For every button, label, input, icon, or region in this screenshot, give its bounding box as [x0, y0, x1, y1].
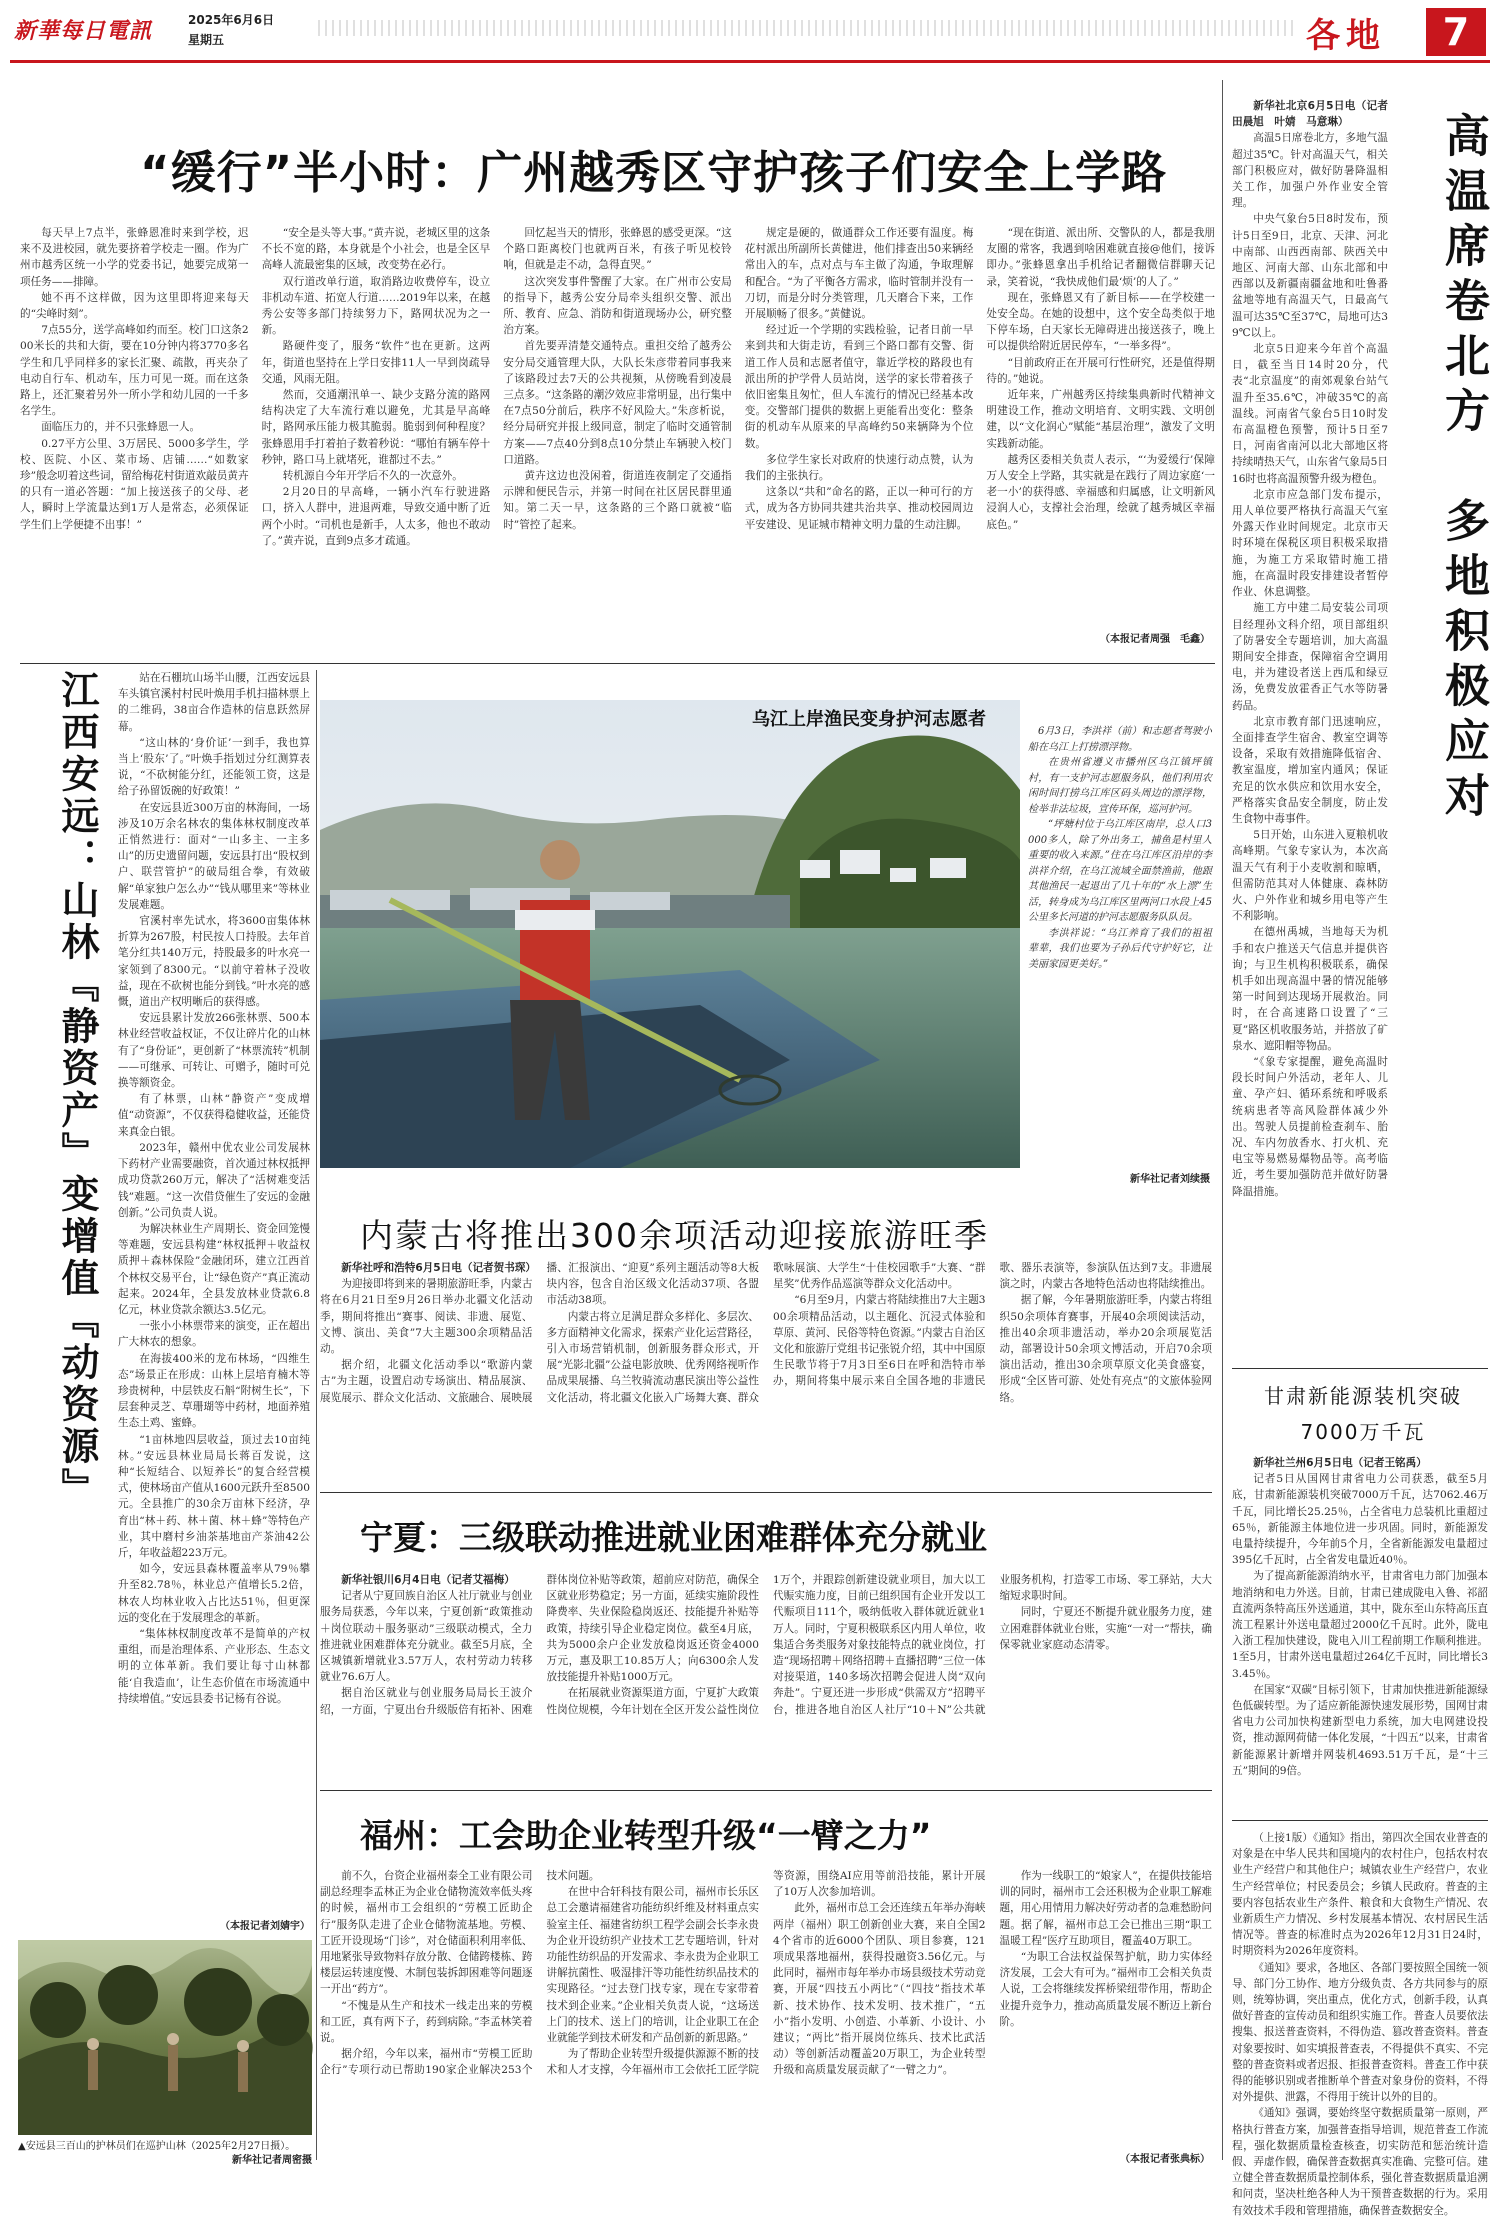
paragraph: 同时，宁夏还不断提升就业服务力度，建立困难群体就业台账，实施“一对一”帮扶，确保零就业家庭动态清零。: [999, 1606, 1212, 1651]
paragraph: 中央气象台5日8时发布，预计5日至9日，北京、天津、河北中南部、山西西南部、陕西关中地区、河南大部、山东北部和中西部以及新疆南疆盆地和吐鲁番盆地等地有高温天气，日最高气温可达35℃至37℃，局地可达39℃以上。: [1232, 213, 1388, 339]
paragraph: 然而，交通潮汛单一、缺少支路分流的路网结构决定了大车流行难以避免，尤其是早高峰时，路网承压能力极其脆弱。脆弱到何种程度？张蜂恩用手打着拍子数着秒说：“哪怕有辆车停十秒钟，路口马上就堵死，谁都过不去。”: [261, 389, 491, 466]
paragraph: 5日开始，山东进入夏粮机收高峰期。气象专家认为，本次高温天气有利于小麦收割和晾晒，但需防范其对人体健康、森林防火、户外作业和城乡用电等产生不利影响。: [1232, 829, 1388, 923]
article-census: [1232, 1830, 1488, 2217]
dateline: 新华社北京6月5日电（记者田晨旭 叶婧 马意琳）: [1232, 100, 1388, 129]
paragraph: 站在石棚坑山场半山腰，江西安远县车头镇官溪村村民叶焕用手机扫描林票上的二维码，38亩合作造林的信息跃然屏幕。: [118, 672, 310, 733]
caption-text: ▲安远县三百山的护林员们在巡护山林（2025年2月27日摄）。: [18, 2141, 296, 2152]
article-fuzhou: [320, 1868, 1212, 2150]
paragraph: 黄卉这边也没闲着，街道连夜制定了交通指示牌和便民告示，并第一时间在社区居民群里通知。第二天一早，这条路的三个路口就被“临时”管控了起来。: [503, 470, 732, 531]
dateline: 新华社呼和浩特6月5日电（记者贺书琛）: [341, 1262, 537, 1274]
caption-paragraph: 李洪祥说：“乌江养育了我们的祖祖辈辈，我们也要为子孙后代守护好它，让美丽家园更美好。”: [1028, 927, 1212, 970]
headline-guangzhou: “缓行”半小时：广州越秀区守护孩子们安全上学路: [140, 146, 1168, 199]
paragraph: 转机源自今年开学后不久的一次意外。: [282, 470, 463, 483]
masthead-pattern: [318, 20, 1296, 36]
paragraph: 据自治区就业与创业服务局局长王波介绍，一方面，宁夏出台升级版倍有拓补、困难群体岗位补贴等政策，超前应对防范，确保全区就业形势稳定；另一方面，延续实施阶段性降费率、失业保险稳岗返还、技能提升补贴等政策，持续引导企业稳定岗位。截至4月底，共为5000余户企业发放稳岗返还资金4000万元，惠及职工10.85万人；向6300余人发放技能提升补贴1000万元。: [320, 1574, 759, 1716]
dateline: 新华社兰州6月5日电（记者王铭禹）: [1253, 1457, 1427, 1469]
paragraph: 施工方中建二局安装公司项目经理孙文科介绍，项目部组织了防暑安全专题培训，加大高温期间安全排查，保障宿舍空调用电，并为建设者送上西瓜和绿豆汤，免费发放霍香正气水等防暑药品。: [1232, 602, 1388, 712]
photo-wujiang-image: [320, 700, 1020, 1168]
paragraph: 规定是硬的，做通群众工作还要有温度。梅花村派出所副所长黄健进，他们排查出50来辆经常出入的车，点对点与车主做了沟通，争取理解和配合。“为了平衡各方需求，临时管制并没有一刀切，而是分时分类管理，几天磨合下来，工作开展顺畅了很多。”黄健说。: [744, 227, 974, 321]
dateline: 新华社银川6月4日电（记者艾福梅）: [341, 1574, 515, 1586]
article-guangzhou: [20, 225, 1215, 655]
photo-credit: 新华社记者周密摄: [232, 2155, 312, 2166]
paragraph: 回忆起当天的情形，张蜂恩的感受更深。“这个路口距离校门也就两百米，有孩子听见校铃响，但就是走不动，急得直哭。”: [503, 227, 732, 272]
article-inner-mongolia: [320, 1260, 1212, 1485]
horizontal-divider: [20, 663, 1215, 664]
article-gansu: [1232, 1455, 1488, 1810]
paragraph: 在世中合轩科技有限公司，福州市长乐区总工会邀请福建省功能纺织纤维及材料重点实验室主任、福建省纺织工程学会副会长李永贵为企业开设纺织产业技术工艺专题培训，针对功能性纺织品的开发需求、李永贵为企业职工讲解抗菌性、吸湿排汗等功能性纺织品技术的实现路径。“过去登门找专家，现在专家带着技术到企业来。”企业相关负责人说，“这场送上门的技术、送上门的培训，让企业职工在企业就能学到技术研发和产品创新的新思路。”: [546, 1886, 759, 2045]
paragraph: “现在街道、派出所、交警队的人，都是我朋友圈的常客，我遇到啥困难就直接@他们，接诉即办。”张蜂恩拿出手机给记者翻微信群聊天记录，笑着说，“我快成他们最‘烦’的人了。”: [986, 227, 1215, 288]
paragraph: 为了帮助企业转型升级提供源源不断的技术和人才支撑，今年福州市工会依托工匠学院等资源，围绕AI应用等前沿技能，累计开展了10万人次参加培训。: [546, 1870, 986, 2077]
paragraph: 在海拔400米的龙布林场，“四维生态”场景正在形成：山林上层培育楠木等珍贵树种，中层铁皮石斛“附树生长”，下层套种灵芝、草珊瑚等中药材，地面养殖生态土鸡、蜜蜂。: [118, 1352, 310, 1430]
paragraph: 在安远县近300万亩的林海间，一场涉及10万余名林农的集体林权制度改革正悄然进行：面对“一山多主、一主多山”的历史遗留问题，安远县打出“股权到户、联营管护”的破局组合拳，有效破解“单家独户怎么办”“钱从哪里来”等林业发展难题。: [118, 801, 310, 911]
paragraph: 为了提高新能源消纳水平，甘肃省电力部门加强本地消纳和电力外送。目前，甘肃已建成陇电入鲁、祁韶直流两条特高压外送通道，其中，陇东至山东特高压直流工程累计外送电量超过2000亿千瓦时。此外，陇电入浙工程加快建设，陇电入川工程前期工作顺利推进。1至5月，甘肃外送电量超过264亿千瓦时，同比增长33.45％。: [1232, 1570, 1488, 1680]
paragraph: “6月至9月，内蒙古将陆续推出7大主题300余项精品活动，以主题化、沉浸式体验和草原、黄河、民俗等特色资源。”内蒙古自治区文化和旅游厅党组书记张锐介绍，其中中国原生民歌节将于7月3日至6日在呼和浩特市举办，期间将集中展示来自全国各地的非遗民歌、器乐表演等，参演队伍达到7支。非遗展演之时，内蒙古各地特色活动也将陆续推出。: [773, 1262, 1212, 1388]
paragraph: 据介绍，北疆文化活动季以“歌游内蒙古”为主题，设置启动专场演出、精品展演、展览展示、群众文化活动、文旅融合、展映展播、汇报演出、“迎夏”系列主题活动等8大板块内容，包含自治区级文化活动37项、各盟市活动38项。: [320, 1262, 759, 1404]
byline-jiangxi: （本报记者刘婧宇）: [220, 1921, 310, 1932]
paragraph: “为职工合法权益保驾护航，助力实体经济发展，工会大有可为。”福州市工会相关负责人说，工会将继续发挥桥梁纽带作用，帮助企业提升竞争力，推动高质量发展不断迈上新台阶。: [999, 1951, 1212, 2028]
photo-forest-patrol: [18, 1940, 312, 2135]
paragraph: 双行道改单行道，取消路边收费停车，设立非机动车道、拓宽人行道……2019年以来，在越秀公安等多部门持续努力下，路网状况为之一新。: [261, 275, 491, 337]
horizontal-divider: [320, 1492, 1212, 1493]
caption-paragraph: 在贵州省遵义市播州区乌江镇坪镇村，有一支护河志愿服务队，他们利用农闲时间打捞乌江库区码头周边的漂浮物，检举非法垃圾，宣传环保，巡河护河。: [1028, 757, 1212, 815]
byline-fuzhou: （本报记者张典标）: [1120, 2154, 1210, 2165]
article-jiangxi: [118, 670, 310, 1915]
paragraph: 路硬件变了，服务“软件”也在更新。这两年，街道也坚持在上学日安排11人一早到岗疏导交通，风雨无阻。: [261, 340, 491, 385]
masthead-date: 2025年6月6日: [188, 13, 275, 27]
paragraph: “《象专家提醒，避免高温时段长时间户外活动，老年人、儿童、孕产妇、循环系统和呼吸系统病患者等高风险群体减少外出。驾驶人员提前检查刹车、胎况、车内勿放香水、打火机、充电宝等易燃易爆物品等。高考临近，考生要加强防范并做好防暑降温措施。: [1232, 1055, 1388, 1198]
paragraph: 官溪村率先试水，将3600亩集体林折算为267股，村民按人口持股。去年首笔分红共140万元，持股最多的叶水亮一家领到了8300元。“以前守着林子没收益，现在不砍树也能分到钱。”叶水亮的感慨，道出产权明晰后的获得感。: [118, 915, 310, 1009]
paragraph: 记者5日从国网甘肃省电力公司获悉，截至5月底，甘肃新能源装机突破7000万千瓦，达7062.46万千瓦，同比增长25.25％，占全省电力总装机比重超过65％，新能源主体地位进一步巩固。同时，新能源发电量持续提升，今年前5个月，全省新能源发电量超过395亿千瓦时，占全省发电量近40％。: [1232, 1473, 1488, 1567]
paragraph: 此外，福州市总工会还连续五年举办海峡两岸（福州）职工创新创业大赛，来自全国24个省市的近6000个团队、项目参赛，121项成果落地福州，获得投融资3.56亿元。与此同时，福州市每年举办市场县级技术劳动竞赛，开展“四技五小两比”（“四技”指技术革新、技术协作、技术发明、技术推广，“五小”指小发明、小创造、小革新、小设计、小建议；“两比”指开展岗位练兵、技术比武活动）等创新活动覆盖20万职工，为企业转型升级和高质量发展贡献了“一臂之力”。: [773, 1902, 986, 2077]
paragraph: 这条以“共和”命名的路，正以一种可行的方式，成为各方协同共建共治共享、推动校园周边平安建设、见证城市精神文明力量的生动注脚。: [744, 486, 974, 531]
paragraph: 北京5日迎来今年首个高温日，截至当日14时20分，代表“北京温度”的南郊观象台站气温升至35.6℃，冲破35℃的高温线。河南省气象台5日10时发布高温橙色预警，预计5日至7日，河南省南河以北大部地区将持续晴热天气，山东省气象局5日16时也将高温预警升级为橙色。: [1232, 343, 1388, 485]
caption-paragraph: 6月3日，李洪祥（前）和志愿者驾驶小船在乌江上打捞漂浮物。: [1028, 726, 1212, 753]
paragraph: 在国家“双碳”目标引领下，甘肃加快推进新能源绿色低碳转型。为了适应新能源快速发展形势，国网甘肃省电力公司加快构建新型电力系统，加大电网建设投资，推动源网荷储一体化发展，“十四五”以来，甘肃省新能源累计新增并网装机4693.51万千瓦，是“十三五”期间的9倍。: [1232, 1683, 1488, 1777]
page-number: 7: [1442, 10, 1470, 54]
paragraph: 前不久，台资企业福州泰全工业有限公司副总经理李孟林正为企业仓储物流效率低头疼的时候，福州市工会组织的“劳模工匠助企行”服务队走进了企业仓储物流基地。劳模、工匠开设现场“门诊”，对仓储面积利用率低、用地紧张导致物料存放分散、仓储跨楼栋、跨楼层运转速度慢、木制包装拆卸困难等问题逐一开出“药方”。: [320, 1870, 533, 1996]
paragraph: 每天早上7点半，张蜂恩准时来到学校，迟来不及进校园，就先要挤着学校走一圈。作为广州市越秀区统一小学的党委书记，她要完成第一项任务——排障。: [20, 227, 249, 288]
paragraph: 北京市应急部门发布提示，用人单位要严格执行高温天气室外露天作业时间规定。北京市天时环境在保税区项目积极采取措施，为施工方采取错时施工措施，在高温时段安排建设者暂停作业、休息调整。: [1232, 488, 1388, 599]
masthead-weekday: 星期五: [188, 33, 225, 47]
headline-ningxia: 宁夏：三级联动推进就业困难群体充分就业: [360, 1518, 987, 1557]
paragraph: 北京市教育部门迅速响应，全面排查学生宿舍、教室空调等设备，采取有效措施降低宿舍、教室温度，增加室内通风；保证充足的饮水供应和饮用水安全，严格落实食品安全制度，防止发生食物中毒事件。: [1232, 715, 1388, 825]
vertical-divider: [1222, 80, 1223, 2160]
right-divider: [1232, 1820, 1488, 1821]
paragraph: 2023年，赣州中优农业公司发展林下药材产业需要融资，首次通过林权抵押成功贷款260万元，解决了“活树难变活钱”难题。“这一次借贷催生了安远的金融创新。”公司负责人说。: [118, 1141, 310, 1219]
paragraph: 现在，张蜂恩又有了新目标——在学校建一处安全岛。在她的设想中，这个安全岛类似于地下停车场，白天家长无障碍进出接送孩子，晚上可以提供给附近居民停车，“一举多得”。: [986, 291, 1215, 353]
paragraph: “这山林的‘身价证’一到手，我也算当上‘股东’了。”叶焕手指划过分红测算表说，“不砍树能分红，还能领工资，这是给子孙留饭碗的好政策！”: [118, 736, 310, 798]
paragraph: 《通知》要求，各地区、各部门要按照全国统一领导、部门分工协作、地方分级负责、各方共同参与的原则，统筹协调，突出重点，优化方式，创新手段，认真做好普查的宣传动员和组织实施工作。普查人员要依法搜集、报送普查资料，不得伪造、篡改普查资料。普查对象要按时、如实填报普查表，不得提供不真实、不完整的普查资料或者迟报、拒报普查资料。普查工作中获得的能够识别或者推断单个普查对象身份的资料，不得对外提供、泄露，不得用于统计以外的目的。: [1232, 1961, 1488, 2104]
left-divider: [316, 670, 317, 2160]
paragraph: 0.27平方公里、3万居民、5000多学生，学校、医院、小区、菜市场、店铺……“如数家珍”般念叨着这些词，留给梅花村街道欢敲员黄卉的只有一道必答题：“加上接送孩子的父母、老人，瞬时上学流量达到1万人是常态，必须保证学生们上学便捷不出事！”: [20, 437, 249, 531]
paragraph: 据介绍，今年以来，福州市“劳模工匠助企行”专项行动已帮助190家企业解决253个技术问题。: [320, 1870, 600, 2077]
paragraph: “安全是头等大事。”黄卉说，老城区里的这条不长不宽的路，本身就是个小社会，也是全区早高峰人流最密集的区域，改变势在必行。: [261, 227, 491, 272]
paragraph: 2月20日的早高峰，一辆小汽车行驶进路口，挤入人群中，进退两难，导致交通中断了近两个小时。“司机也是新手，人太多，他也不敢动了。”黄卉说，直到9点多才疏通。: [261, 486, 491, 547]
headline-inner-mongolia: 内蒙古将推出300余项活动迎接旅游旺季: [360, 1216, 989, 1255]
paragraph: 如今，安远县森林覆盖率从79％攀升至82.78％，林业总产值增长5.2倍，林农人均林业收入占比达51％，但更深远的变化在于发展理念的革新。: [118, 1563, 310, 1624]
paragraph: 安远县累计发放266张林票、500本林业经营收益权证，不仅让碎片化的山林有了“身份证”，更创新了“林票流转”机制——可继承、可转让、可赠予，随时可兑换等额资金。: [118, 1012, 310, 1090]
paragraph: 近年来，广州越秀区持续集典新时代精神文明建设工作，推动文明培育、文明实践、文明创建，以“文化润心”赋能“基层治理”，激发了文明实践新动能。: [986, 389, 1215, 450]
masthead-logo: 新華每日電訊: [14, 18, 153, 44]
caption-paragraph: “坪塘村位于乌江库区南岸，总人口3000多人，除了外出务工，捕鱼是村里人重要的收入来源。”住在乌江库区沿岸的李洪祥介绍，在乌江流域全面禁渔前，他跟其他渔民一起退出了几十年的“水上漂”生活，转身成为乌江库区里两河口水段上45公里多长河道的护河志愿服务队队员。: [1028, 819, 1212, 923]
paragraph: 作为一线职工的“娘家人”，在提供技能培训的同时，福州市工会还积极为企业职工解难题，用心用情用力解决好劳动者的急难愁盼问题。据了解，福州市总工会已推出三期“职工温暖工程”医疗互助项目，覆盖40万职工。: [999, 1870, 1212, 1947]
photo-credit-wujiang: 新华社记者刘续摄: [1130, 1174, 1210, 1185]
paragraph: 在德州禹城，当地每天为机手和农户推送天气信息并提供咨询；与卫生机构积极联系，确保机手如出现高温中暑的情况能够第一时间到达现场开展救治。同时，在合高速路口设置了“三夏”路区机收服务站，并搭放了矿泉水、遮阳帽等物品。: [1232, 926, 1388, 1052]
paragraph: 在拓展就业资源渠道方面，宁夏扩大政策性岗位规模，今年计划在全区开发公益性岗位1万个，并跟踪创新建设就业项目，加大以工代赈实施力度，目前已组织国有企业开发以工代赈项目111个，吸纳低收入群体就近就业1万人。同时，宁夏积极联系区内用人单位，收集适合务类服务对象技能特点的就业岗位，打造“现场招聘＋网络招聘＋直播招聘”三位一体对接渠道，140多场次招聘会促进人岗“双向奔赴”。宁夏还进一步形成“供需双方”招聘平台，推进各地自治区人社厅“10＋N”公共就业服务机构，打造零工市场、零工驿站，大大缩短求职时间。: [546, 1574, 1212, 1716]
paragraph: “不愧是从生产和技术一线走出来的劳模和工匠，真有两下子，药到病除。”李孟林笑着说。: [320, 1999, 533, 2045]
photo-forest-patrol-image: [18, 1940, 312, 2135]
headline-heat: 高温席卷北方 多地积极应对: [1437, 112, 1490, 827]
paragraph: “集体林权制度改革不是简单的产权重组，而是治理体系、产业形态、生态文明的立体革新。我们要让每寸山林都能‘自我造血’，让生态价值在市场流通中持续增值。”安远县委书记杨有谷说。: [118, 1627, 310, 1705]
photo-wujiang: [320, 700, 1020, 1168]
paragraph: 有了林票，山林“静资产”变成增值“动资源”，不仅获得稳健收益，还能贷来真金白银。: [118, 1093, 310, 1138]
paragraph: 这次突发事件警醒了大家。在广州市公安局的指导下，越秀公安分局牵头组织交警、派出所、教育、应急、消防和街道现场办公，研究整治方案。: [503, 275, 732, 337]
paragraph: 《通知》强调，要始终坚守数据质量第一原则，严格执行普查方案，加强普查指导培训，规范普查工作流程，强化数据质量检查核查，切实防范和惩治统计造假、弄虚作假，确保普查数据真实准确、完整可信。建立健全普查数据质量控制体系，强化普查数据质量追溯和问责，坚决杜绝各种人为干预普查数据的行为。采用有效技术手段和管理措施，确保普查数据安全。: [1232, 2107, 1488, 2217]
section-name: 各地: [1306, 16, 1386, 56]
horizontal-divider: [320, 1790, 1212, 1791]
photo-caption-forest: [18, 2140, 312, 2168]
paragraph: “1亩林地四层收益，顶过去10亩纯林。”安远县林业局局长蒋百发说，这种“长短结合、以短养长”的复合经营模式，使林场亩产值从1600元跃升至8500元。全县推广的30余万亩林下经济，孕育出“林＋药、林＋菌、林＋蜂”等特色产业，其中磨村乡油茶基地亩产茶油42公斤，年收益超223万元。: [118, 1433, 310, 1559]
paragraph: 内蒙古将立足满足群众多样化、多层次、多方面精神文化需求，探索产业化运营路径，引入市场营销机制，创新服务群众形式，开展“光影北疆”公益电影放映、优秀网络视听作品成果展播、乌兰牧骑流动惠民演出等公益性文化活动，将北疆文化嵌入广场舞大赛、群众歌咏展演、大学生“十佳校园歌手”大赛、“群星奖”优秀作品巡演等群众文化活动中。: [546, 1262, 986, 1404]
paragraph: 多位学生家长对政府的快速行动点赞，认为我们的主张执行。: [744, 453, 974, 483]
paragraph: 为解决林业生产周期长、资金回笼慢等难题，安远县构建“林权抵押＋收益权质押＋森林保险”金融闭环，建立江西首个林权交易平台，让“绿色资产”真正流动起来。2024年，全县发放林业贷款6.8亿元，林业贷款余额达3.5亿元。: [118, 1222, 310, 1316]
headline-fuzhou: 福州：工会助企业转型升级“一臂之力”: [360, 1816, 932, 1855]
masthead: [0, 0, 1500, 64]
photo-caption-wujiang: [1028, 724, 1212, 1164]
paragraph: 高温5日席卷北方，多地气温超过35℃。针对高温天气，相关部门积极应对，做好防暑降温相关工作，加强户外作业安全管理。: [1232, 132, 1388, 210]
headline-jiangxi: 江西安远：山林『静资产』变增值『动资源』: [55, 670, 99, 1510]
photo-title-wujiang: 乌江上岸渔民变身护河志愿者: [752, 709, 986, 730]
article-heat: [1232, 98, 1388, 1360]
paragraph: 越秀区委相关负责人表示，“‘为爱缓行’保障万人安全上学路，其实就是在践行了周边家庭‘一老一小’的获得感、幸福感和归属感，让文明新风浸润人心，支撑社会治理，绘就了越秀城区幸福底色。”: [986, 453, 1215, 531]
article-ningxia: [320, 1572, 1212, 1782]
paragraph: “目前政府正在开展可行性研究，还是值得期待的。”她说。: [986, 356, 1215, 385]
paragraph: 经过近一个学期的实践检验，记者日前一早来到共和大街走访，看到三个路口都有交警、街道工作人员和志愿者值守，靠近学校的路段也有派出所的护学骨人员站岗，送学的家长带着孩子依旧密集且匆忙，但人车流行的情况已经基本改变。交警部门提供的数据上更能看出变化：整条街的机动车从原来的早高峰约50来辆降为个位数。: [744, 324, 974, 450]
paragraph: 7点55分，送学高峰如约而至。校门口这条200米长的共和大街，要在10分钟内将3770多名学生和几乎同样多的家长汇聚、疏散，再夹杂了电动自行车、机动车，压力可见一斑。而在这条路上，还汇聚着另外一所小学和幼儿园的一千多名学生。: [20, 324, 249, 418]
paragraph: 她不再不这样做，因为这里即将迎来每天的“尖峰时刻”。: [20, 291, 249, 321]
paragraph: 记者从宁夏回族自治区人社厅就业与创业服务局获悉，今年以来，宁夏创新“政策推动＋岗位联动＋服务驱动”三级联动模式，全力推进就业困难群体充分就业。截至5月底，全区城镇新增就业3.57万人，农村劳动力转移就业76.6万人。: [320, 1590, 533, 1684]
paragraph: 面临压力的，并不只张蜂恩一人。: [41, 421, 201, 434]
headline-gansu: 甘肃新能源装机突破7000万千瓦: [1264, 1384, 1462, 1444]
right-divider: [1232, 1368, 1488, 1369]
masthead-rule: [10, 60, 1490, 63]
paragraph: 首先要弄清楚交通特点。重担交给了越秀公安分局交通管理大队，大队长朱彦带着同事我来了该路段过去7天的公共视频，从傍晚看到凌晨三点多。“这条路的潮汐效应非常明显，出行集中在7点50分前后，秩序不好风险大。”朱彦析说，经分局研究并报上级同意，制定了临时交通管制方案——7点40分到8点10分禁止车辆驶入校门口道路。: [503, 340, 732, 466]
paragraph: （上接1版）《通知》指出，第四次全国农业普查的对象是在中华人民共和国境内的农村住户，包括农村农业生产经营户和其他住户；城镇农业生产经营户，农业生产经营单位；村民委员会；乡镇人民政府。普查的主要内容包括农业生产条件、粮食和大食物生产情况、农业新质生产力情况、乡村发展基本情况、农村居民生活情况等。普查的标准时点为2026年12月31日24时，时期资料为2026年度资料。: [1232, 1832, 1488, 1958]
byline-guangzhou: （本报记者周强 毛鑫）: [1010, 630, 1210, 645]
page-number-box: [1426, 8, 1486, 56]
paragraph: 一张小小林票带来的演变，正在超出广大林农的想象。: [118, 1320, 310, 1349]
paragraph: 据了解，今年暑期旅游旺季，内蒙古将组织50余项体育赛事，开展40余项阅读活动，推出40余项非遗活动，举办20余项展览活动，部署设计50余项文博活动，开启70余项演出活动，推出30余项草原文化美食盛宴，形成“全区皆可游、处处有亮点”的文旅体验网络。: [999, 1294, 1212, 1404]
paragraph: 为迎接即将到来的暑期旅游旺季，内蒙古将在6月21日至9月26日举办北疆文化活动季，期间将推出“赛事、阅读、非遗、展览、文博、演出、美食”7大主题300余项精品活动。: [320, 1278, 533, 1356]
